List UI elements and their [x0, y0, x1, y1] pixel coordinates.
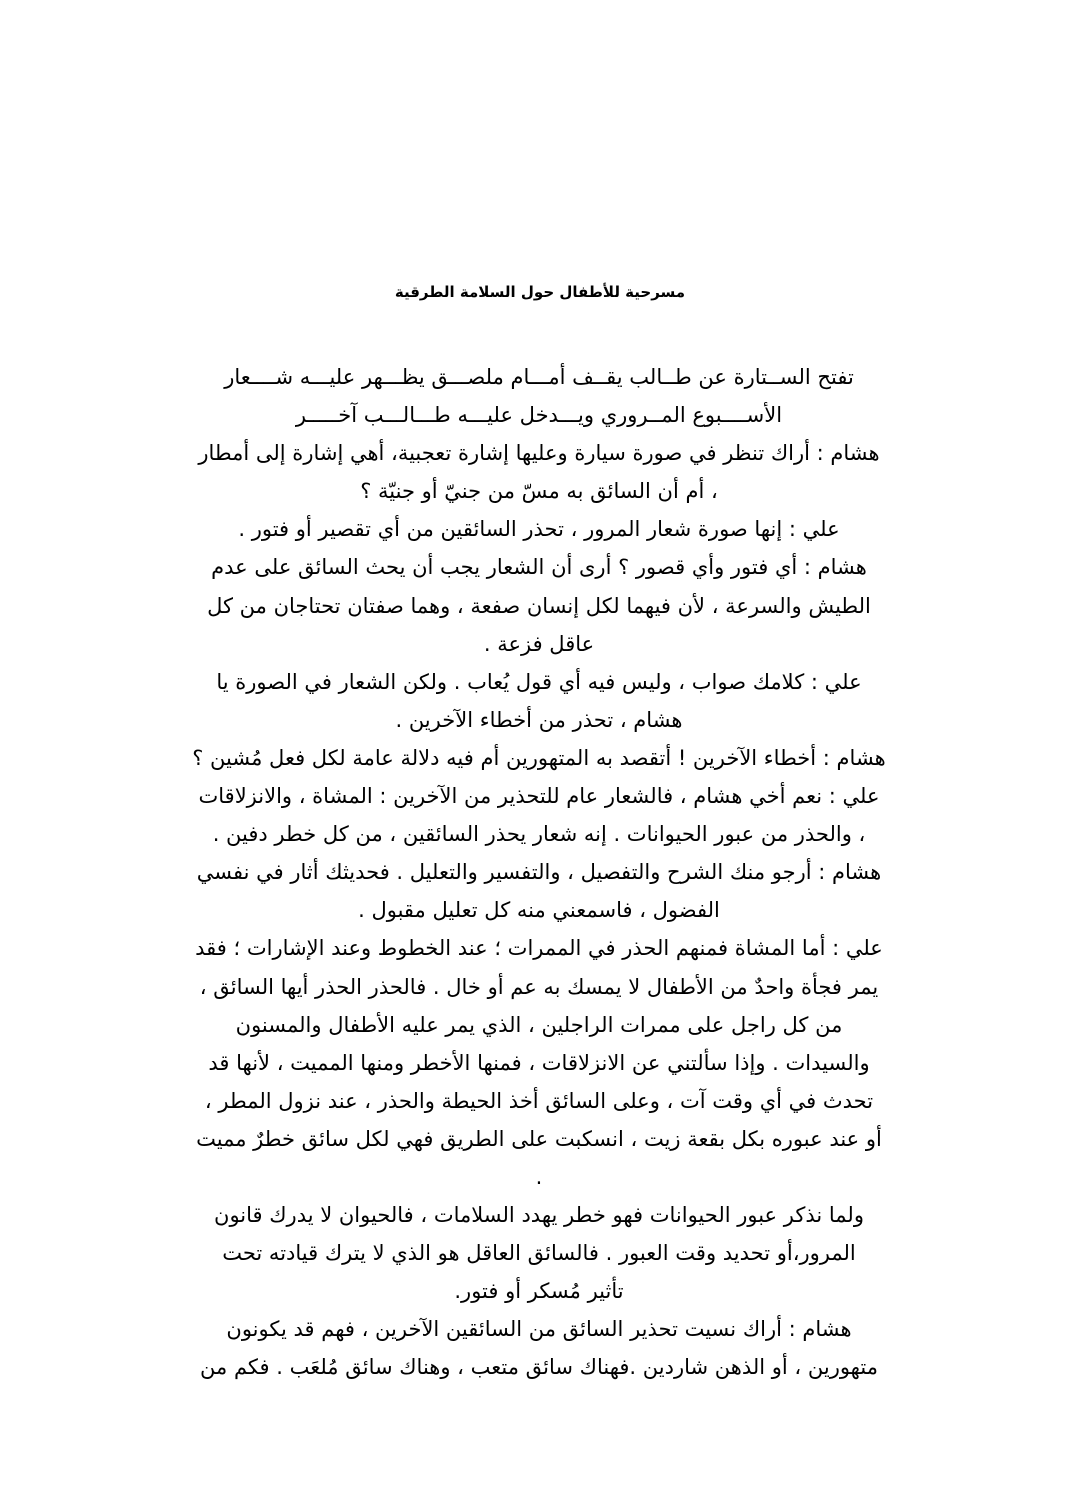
- text-line: هشام : أراك نسيت تحذير السائق من السائقين الآخرين ، فهم قد يكونون: [226, 1317, 852, 1342]
- text-line: الفضول ، فاسمعني منه كل تعليل مقبول .: [358, 898, 720, 923]
- text-line: يمر فجأة واحدٌ من الأطفال لا يمسك به عم أو خال . فالحذر الحذر أيها السائق ،: [199, 974, 879, 999]
- text-line: علي : نعم أخي هشام ، فالشعار عام للتحذير من الآخرين : المشاة ، والانزلاقات: [198, 784, 880, 809]
- text-line: ولما نذكر عبور الحيوانات فهو خطر يهدد السلامات ، فالحيوان لا يدرك قانون: [214, 1203, 864, 1228]
- page-title: مسرحية للأطفال حول السلامة الطرقية: [394, 283, 686, 301]
- play-text-body: [128, 358, 950, 1387]
- text-line: هشام : أراك تنظر في صورة سيارة وعليها إشارة تعجبية، أهي إشارة إلى أمطار: [198, 441, 880, 466]
- text-line: .: [535, 1164, 543, 1189]
- text-line: الأســــبوع المــروري ويـــدخل عليـــه طـــالـــب آخـــــر: [295, 403, 783, 428]
- text-line: متهورين ، أو الذهن شاردين .فهناك سائق متعب ، وهناك سائق مُلعَب . فكم من: [200, 1355, 878, 1380]
- text-line: هشام : أي فتور وأي قصور ؟ أرى أن الشعار يجب أن يحث السائق على عدم: [211, 555, 867, 580]
- text-line: عاقل فزعة .: [483, 631, 595, 656]
- text-line: والسيدات . وإذا سألتني عن الانزلاقات ، فمنها الأخطر ومنها المميت ، لأنها قد: [208, 1050, 870, 1075]
- text-line: من كل راجل على ممرات الراجلين ، الذي يمر عليه الأطفال والمسنون: [235, 1012, 843, 1037]
- text-line: الطيش والسرعة ، لأن فيهما لكل إنسان صفعة ، وهما صفتان تحتاجان من كل: [207, 593, 871, 618]
- text-line: علي : أما المشاة فمنهم الحذر في الممرات ؛ عند الخطوط وعند الإشارات ؛ فقد: [195, 936, 883, 961]
- text-line: هشام ، تحذر من أخطاء الآخرين .: [395, 707, 683, 732]
- text-line: أو عند عبوره بكل بقعة زيت ، انسكبت على الطريق فهي لكل سائق خطرٌ مميت: [196, 1126, 882, 1151]
- text-line: ، أم أن السائق به مسّ من جنيّ أو جنيّة ؟: [360, 479, 718, 504]
- text-line: ، والحذر من عبور الحيوانات . إنه شعار يحذر السائقين ، من كل خطر دفين .: [212, 822, 866, 847]
- text-line: هشام : أخطاء الآخرين ! أتقصد به المتهورين أم فيه دلالة عامة لكل فعل مُشين ؟: [192, 745, 886, 770]
- text-line: تأثير مُسكر أو فتور.: [454, 1279, 624, 1304]
- text-line: هشام : أرجو منك الشرح والتفصيل ، والتفسير والتعليل . فحديثك أثار في نفسي: [196, 860, 882, 885]
- text-line: تفتح الســتارة عن طــالب يقــف أمـــام ملصـــق يظـــهر عليـــه شــــعار: [224, 365, 854, 389]
- text-line: تحدث في أي وقت آت ، وعلى السائق أخذ الحيطة والحذر ، عند نزول المطر ،: [204, 1088, 874, 1113]
- text-line: علي : إنها صورة شعار المرور ، تحذر السائقين من أي تقصير أو فتور .: [238, 517, 840, 542]
- text-line: المرور،أو تحديد وقت العبور . فالسائق العاقل هو الذي لا يترك قيادته تحت: [222, 1241, 856, 1266]
- text-line: علي : كلامك صواب ، وليس فيه أي قول يُعاب . ولكن الشعار في الصورة يا: [216, 669, 862, 694]
